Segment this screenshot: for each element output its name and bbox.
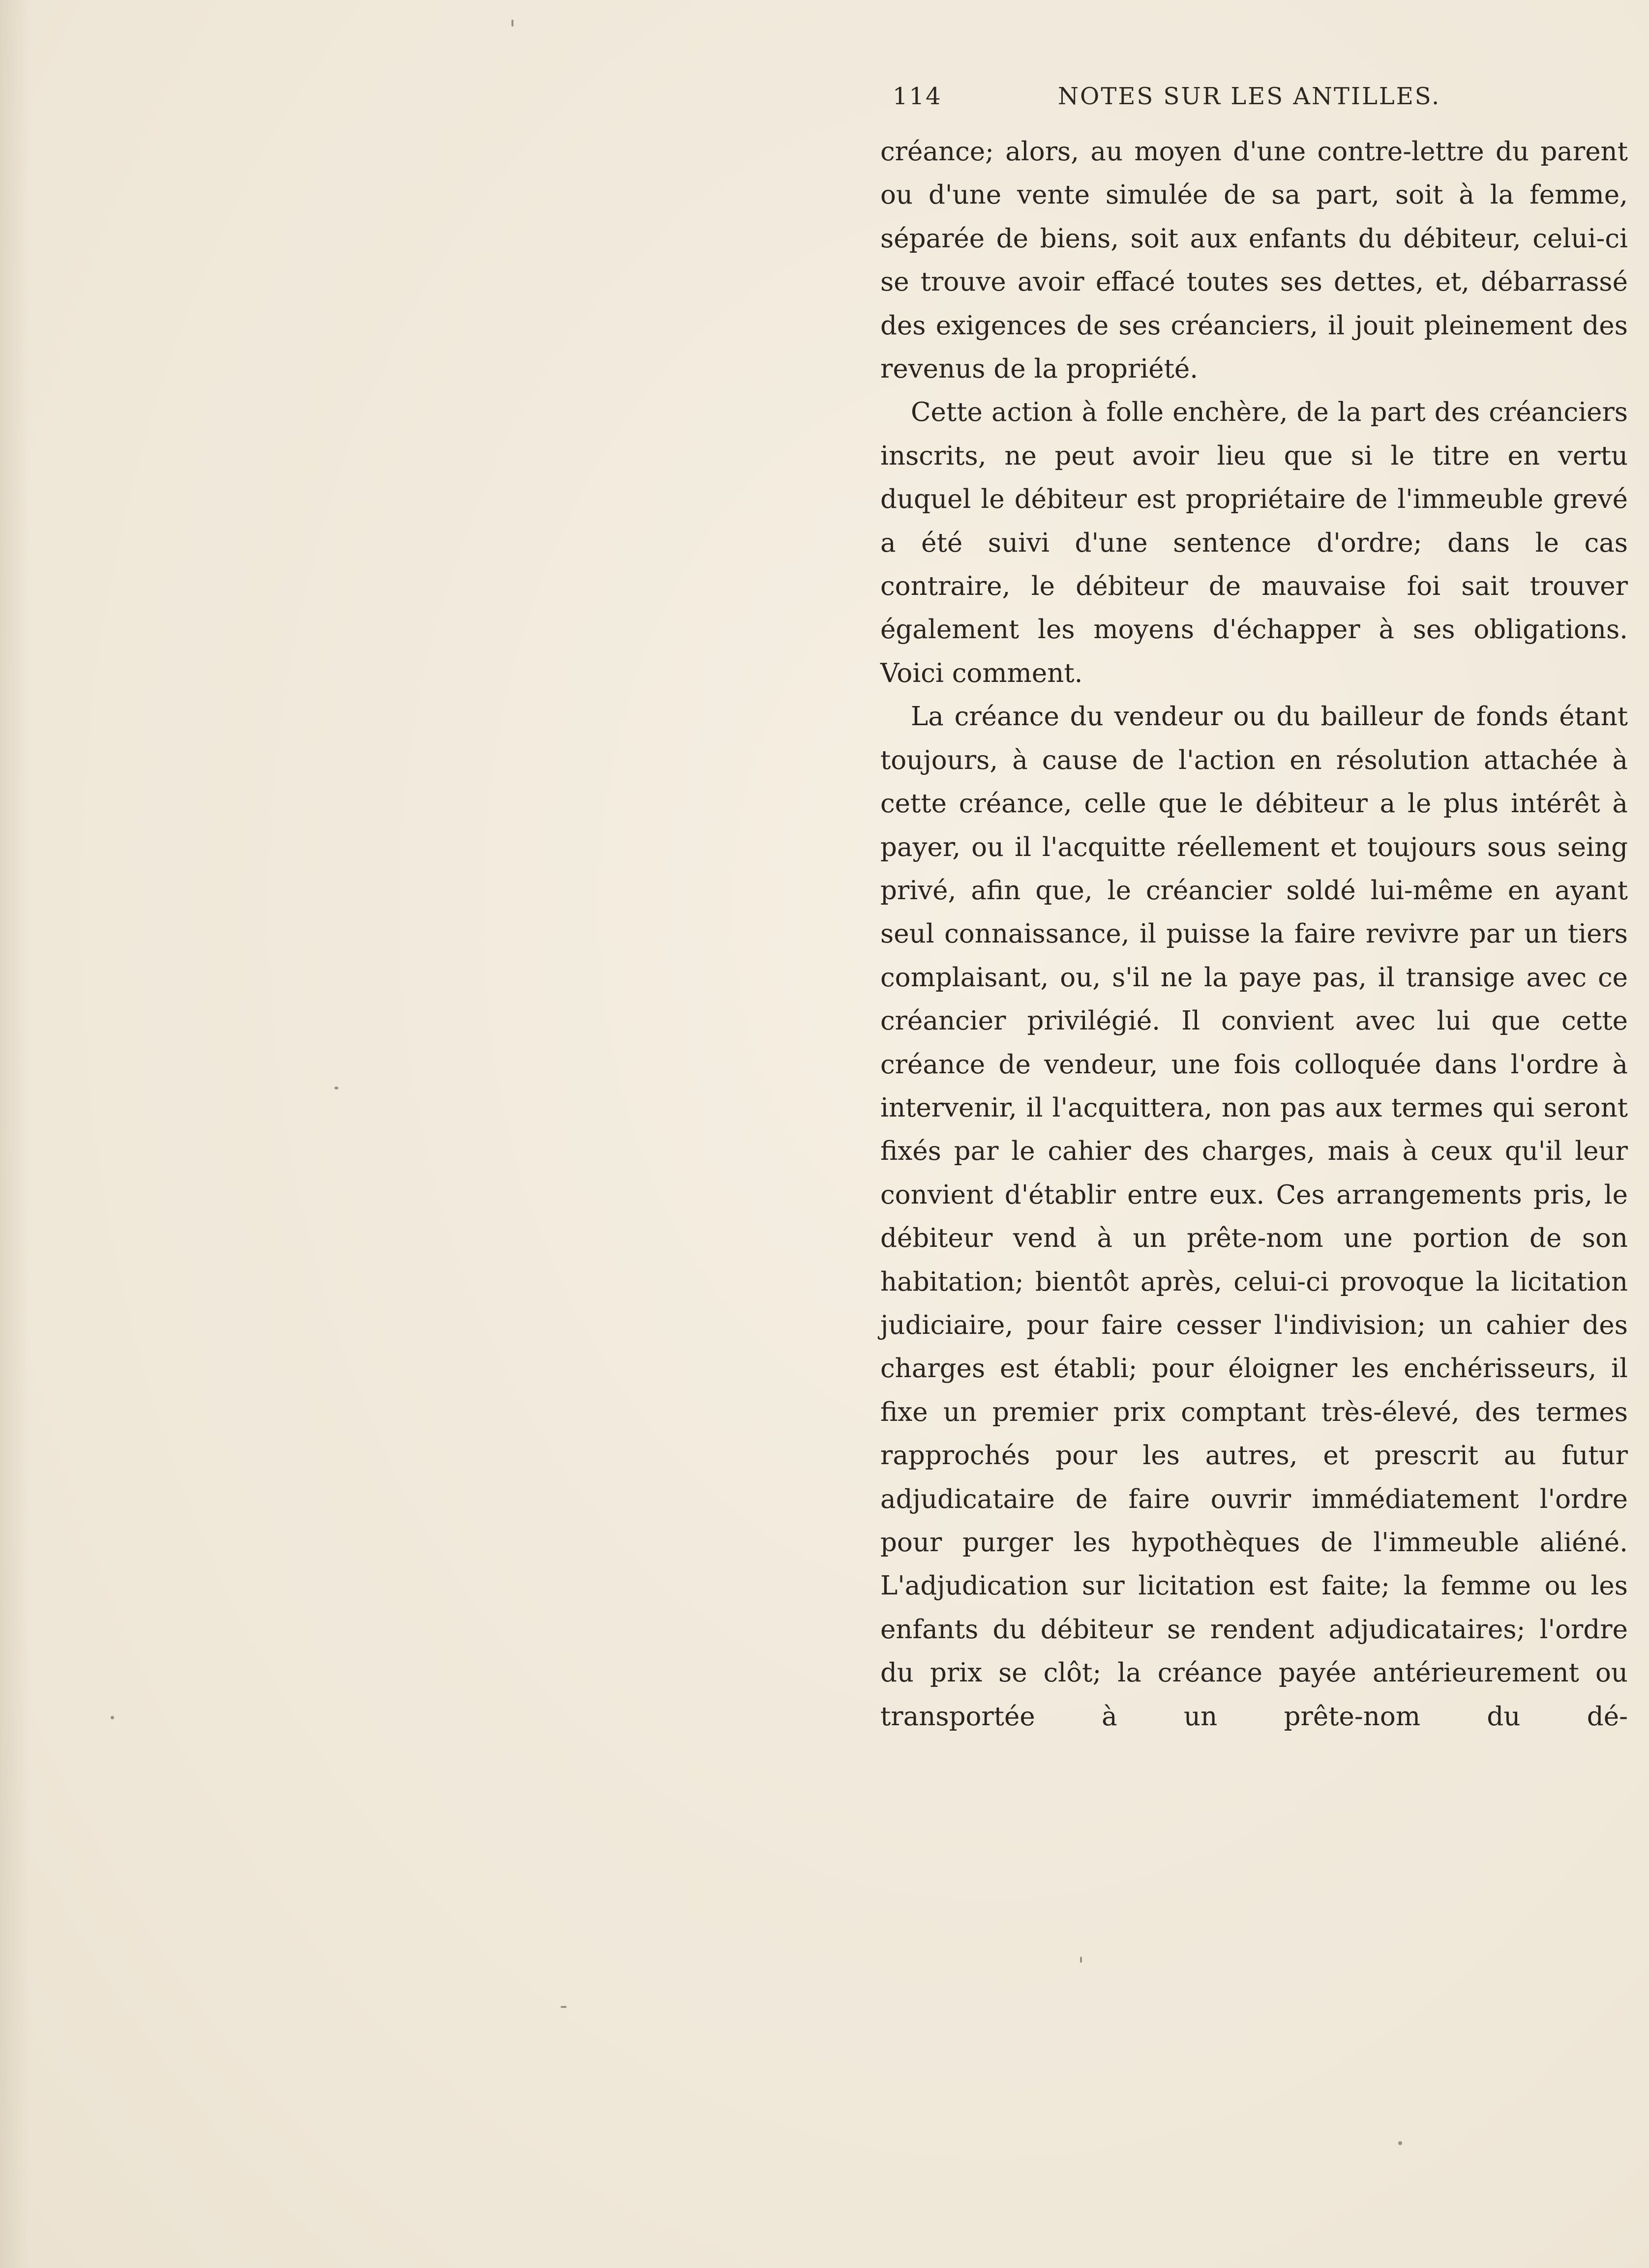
paragraph-2: Cette action à folle enchère, de la part des créanciers inscrits, ne peut avoir lieu que si le titre en vertu duquel le débiteur est propriétaire de l'immeuble grevé a été suivi d'une sentence d'ordre; dans le cas contraire, le débiteur de mauvaise foi sait trouver également les moyens d'échapper à ses obligations. Voici comment. xyxy=(880,397,1628,688)
paper-speck xyxy=(561,2006,567,2008)
paper-speck xyxy=(334,1087,338,1090)
running-title: NOTES SUR LES ANTILLES. xyxy=(1058,83,1441,110)
paragraph-3: La créance du vendeur ou du bailleur de fonds étant toujours, à cause de l'action en résolution attachée à cette créance, celle que le débiteur a le plus intérêt à payer, ou il l'acquitte réellement et toujours sous seing privé, afin que, le créancier soldé lui-même en ayant seul connaissance, il puisse la faire revivre par un tiers complaisant, ou, s'il ne la paye pas, il transige avec ce créancier privilégié. Il convient avec lui que cette créance de vendeur, une fois colloquée dans l'ordre à intervenir, il l'acquittera, non pas aux termes qui seront fixés par le cahier des charges, mais à ceux qu'il leur convient d'établir entre eux. Ces arrangements pris, le débiteur vend à un prête-nom une portion de son habitation; bientôt après, celui-ci provoque la licitation judiciaire, pour faire cesser l'indivision; un cahier des charges est établi; pour éloigner les enchérisseurs, il fixe un premier prix comptant très-élevé, des termes rapprochés pour les autres, et prescrit au futur adjudicataire de faire ouvrir immédiatement l'ordre pour purger les hypothèques de l'immeuble aliéné. L'adjudication sur licitation est faite; la femme ou les enfants du débiteur se rendent adjudicataires; l'ordre du prix se clôt; la créance payée antérieurement ou transportée à un prête-nom du dé- xyxy=(880,702,1628,1732)
paper-speck xyxy=(111,1716,114,1719)
page-number: 114 xyxy=(893,83,942,110)
gutter-shadow xyxy=(0,0,30,2268)
paper-speck xyxy=(1080,1957,1082,1963)
paper-speck xyxy=(511,20,513,27)
paper-speck xyxy=(1398,2141,1402,2145)
body-text xyxy=(880,130,1628,1738)
running-head xyxy=(893,83,1630,117)
paragraph-1: créance; alors, au moyen d'une contre-lettre du parent ou d'une vente simulée de sa part, soit à la femme, séparée de biens, soit aux enfants du débiteur, celui-ci se trouve avoir effacé toutes ses dettes, et, débarrassé des exigences de ses créanciers, il jouit pleinement des revenus de la propriété. xyxy=(880,137,1628,384)
